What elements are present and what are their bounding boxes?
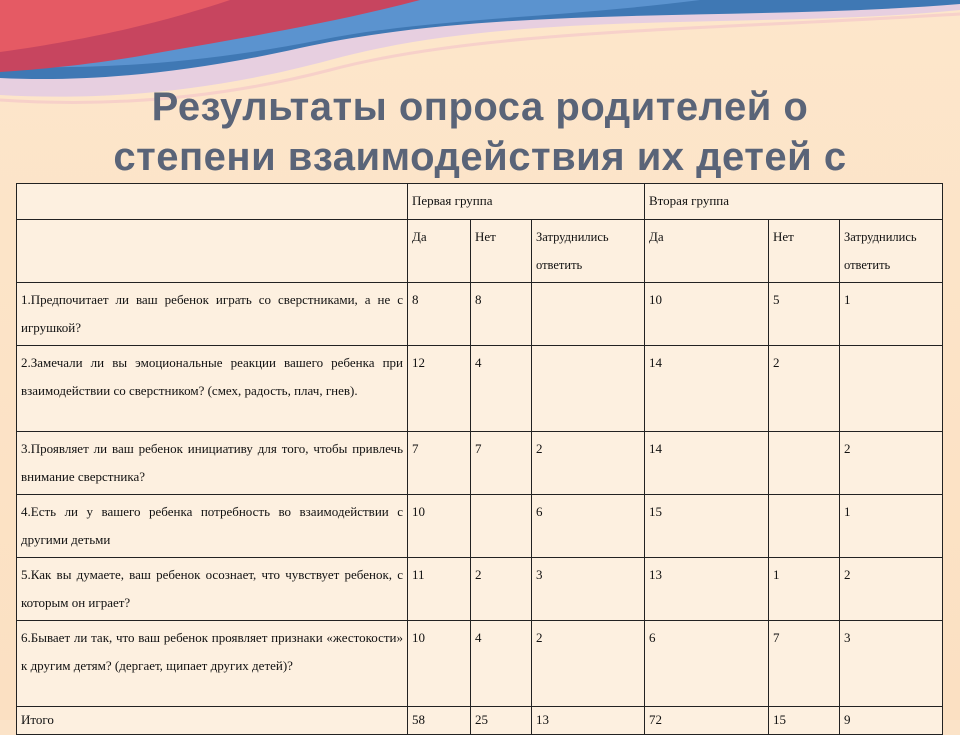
value-cell bbox=[769, 432, 840, 495]
question-cell: 5.Как вы думаете, ваш ребенок осознает, что чувствует ребенок, с которым он играет? bbox=[17, 558, 408, 621]
table-subheader-row bbox=[17, 220, 943, 283]
value-cell: 3 bbox=[532, 558, 645, 621]
value-cell: 7 bbox=[471, 432, 532, 495]
value-cell: 8 bbox=[408, 283, 471, 346]
table-row bbox=[17, 495, 943, 558]
total-value-cell: 13 bbox=[532, 707, 645, 735]
value-cell: 10 bbox=[408, 621, 471, 707]
subheader-cell: Нет bbox=[471, 220, 532, 283]
value-cell bbox=[840, 346, 943, 432]
total-value-cell: 15 bbox=[769, 707, 840, 735]
value-cell: 1 bbox=[769, 558, 840, 621]
group-1-header: Первая группа bbox=[408, 184, 645, 220]
value-cell: 4 bbox=[471, 621, 532, 707]
question-cell: 3.Проявляет ли ваш ребенок инициативу для того, чтобы привлечь внимание сверстника? bbox=[17, 432, 408, 495]
subheader-cell: Да bbox=[645, 220, 769, 283]
subheader-cell: Нет bbox=[769, 220, 840, 283]
value-cell: 2 bbox=[769, 346, 840, 432]
value-cell: 14 bbox=[645, 346, 769, 432]
total-row bbox=[17, 707, 943, 735]
value-cell bbox=[532, 283, 645, 346]
value-cell: 13 bbox=[645, 558, 769, 621]
value-cell: 3 bbox=[840, 621, 943, 707]
slide-title-line-2: степени взаимодействия их детей с bbox=[113, 135, 847, 179]
total-value-cell: 25 bbox=[471, 707, 532, 735]
group-2-header: Вторая группа bbox=[645, 184, 943, 220]
table-row bbox=[17, 558, 943, 621]
value-cell: 7 bbox=[769, 621, 840, 707]
value-cell: 7 bbox=[408, 432, 471, 495]
total-label-cell: Итого bbox=[17, 707, 408, 735]
subheader-cell: Да bbox=[408, 220, 471, 283]
question-cell: 4.Есть ли у вашего ребенка потребность во взаимодействии с другими детьми bbox=[17, 495, 408, 558]
value-cell: 4 bbox=[471, 346, 532, 432]
value-cell: 6 bbox=[532, 495, 645, 558]
table-row bbox=[17, 346, 943, 432]
value-cell bbox=[471, 495, 532, 558]
value-cell: 2 bbox=[532, 432, 645, 495]
question-cell: 2.Замечали ли вы эмоциональные реакции вашего ребенка при взаимодействии со сверстником? (смех, радость, плач, гнев). bbox=[17, 346, 408, 432]
slide-title-line-1: Результаты опроса родителей о bbox=[151, 85, 809, 129]
subheader-cell: Затруднились ответить bbox=[532, 220, 645, 283]
value-cell: 8 bbox=[471, 283, 532, 346]
value-cell: 2 bbox=[532, 621, 645, 707]
value-cell: 1 bbox=[840, 283, 943, 346]
value-cell bbox=[532, 346, 645, 432]
value-cell: 2 bbox=[840, 558, 943, 621]
question-cell: 6.Бывает ли так, что ваш ребенок проявляет признаки «жестокости» к другим детям? (дергает, щипает других детей)? bbox=[17, 621, 408, 707]
table-header-row bbox=[17, 184, 943, 220]
survey-table bbox=[16, 183, 943, 735]
table-row bbox=[17, 283, 943, 346]
value-cell: 5 bbox=[769, 283, 840, 346]
header-empty-cell bbox=[17, 184, 408, 220]
value-cell: 10 bbox=[645, 283, 769, 346]
value-cell bbox=[769, 495, 840, 558]
value-cell: 2 bbox=[840, 432, 943, 495]
table-row bbox=[17, 621, 943, 707]
value-cell: 11 bbox=[408, 558, 471, 621]
total-value-cell: 72 bbox=[645, 707, 769, 735]
value-cell: 6 bbox=[645, 621, 769, 707]
subheader-empty-cell bbox=[17, 220, 408, 283]
value-cell: 1 bbox=[840, 495, 943, 558]
value-cell: 12 bbox=[408, 346, 471, 432]
value-cell: 2 bbox=[471, 558, 532, 621]
slide-title bbox=[0, 82, 960, 182]
table-row bbox=[17, 432, 943, 495]
value-cell: 15 bbox=[645, 495, 769, 558]
question-cell: 1.Предпочитает ли ваш ребенок играть со сверстниками, а не с игрушкой? bbox=[17, 283, 408, 346]
value-cell: 10 bbox=[408, 495, 471, 558]
total-value-cell: 9 bbox=[840, 707, 943, 735]
total-value-cell: 58 bbox=[408, 707, 471, 735]
subheader-cell: Затруднились ответить bbox=[840, 220, 943, 283]
value-cell: 14 bbox=[645, 432, 769, 495]
